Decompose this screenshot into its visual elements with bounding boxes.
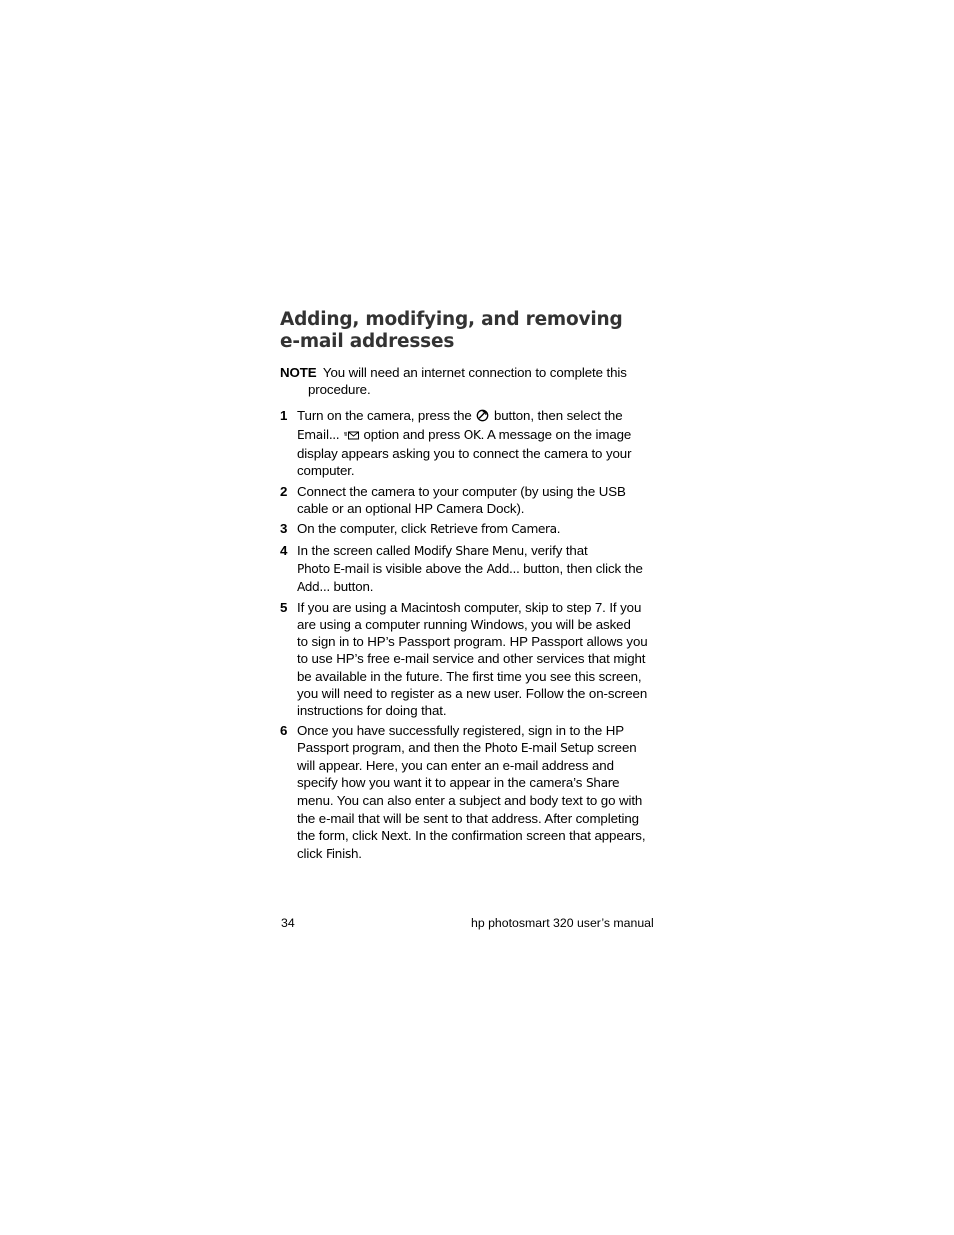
step-line: the e-mail that will be sent to that address. After completing (297, 810, 639, 826)
procedure-steps (280, 407, 650, 866)
step-line: Connect the camera to your computer (by using the USB (297, 483, 626, 499)
step-line (297, 520, 650, 538)
ui-term-retrieve-from-camera: Retrieve from Camera (429, 522, 557, 537)
step-line (297, 739, 650, 757)
step-6 (280, 722, 650, 863)
step-1 (280, 407, 650, 479)
step-text: , verify that (523, 542, 588, 558)
step-2 (280, 483, 650, 517)
step-line (297, 578, 650, 596)
step-text: . In the confirmation screen that appears, (407, 827, 646, 843)
ui-term-add: Add... (486, 561, 520, 576)
step-line: If you are using a Macintosh computer, skip to step 7. If you (297, 600, 642, 616)
step-4 (280, 542, 650, 596)
step-number: 1 (280, 408, 288, 423)
step-line: are using a computer running Windows, you will be asked (297, 617, 631, 633)
section-heading (280, 309, 660, 353)
ui-term-photo-email-setup: Photo E-mail Setup (484, 741, 594, 756)
step-line (297, 774, 650, 792)
step-line (297, 542, 650, 560)
step-text: . A message on the image (480, 427, 632, 443)
step-text: Turn on the camera, press the (297, 408, 472, 423)
step-line: to sign in to HP’s Passport program. HP Passport allows you (297, 634, 648, 650)
ui-term-add: Add... (297, 579, 330, 594)
note-first-line (280, 364, 646, 381)
step-line: Once you have successfully registered, sign in to the HP (297, 723, 624, 739)
ui-term-modify-share-menu: Modify Share Menu (413, 543, 524, 558)
step-text: button, then select the (493, 408, 623, 423)
step-text: specify how you want it to appear in the camera’s (297, 775, 583, 791)
step-text: click (297, 845, 323, 861)
step-line: you will need to register as a new user. Follow the on-screen (297, 685, 648, 701)
note-label: NOTE (280, 365, 317, 380)
step-number: 3 (280, 521, 288, 537)
step-number: 6 (280, 723, 288, 739)
step-line (297, 407, 650, 426)
page-number: 34 (281, 916, 295, 930)
step-5 (280, 599, 650, 719)
ui-term-next: Next (381, 828, 408, 843)
step-line: display appears asking you to connect the camera to your (297, 446, 632, 462)
ui-term-email: Email... (297, 428, 340, 443)
step-number: 2 (280, 483, 288, 499)
step-line: computer. (297, 463, 355, 479)
step-text: the form, click (297, 827, 378, 843)
step-text: button, then click the (523, 560, 643, 576)
step-text: screen (597, 740, 637, 756)
step-line: to use HP’s free e-mail service and other services that might (297, 651, 646, 667)
step-line (297, 845, 650, 863)
step-line (297, 426, 650, 445)
step-text: In the screen called (297, 542, 411, 558)
manual-title: hp photosmart 320 user’s manual (471, 916, 654, 930)
step-3 (280, 520, 650, 538)
note-block (280, 364, 646, 398)
step-line: menu. You can also enter a subject and body text to go with (297, 793, 643, 809)
ui-term-ok: OK (463, 428, 481, 443)
step-text: On the computer, click (297, 521, 427, 537)
step-text: option and press (363, 427, 461, 443)
note-text-1: You will need an internet connection to complete this (322, 365, 627, 380)
note-text-2: procedure. (308, 382, 371, 398)
step-text: Passport program, and then the (297, 740, 482, 756)
step-line: instructions for doing that. (297, 702, 447, 718)
step-line (297, 827, 650, 845)
step-text: . (556, 521, 561, 537)
share-icon (475, 409, 490, 426)
ui-term-share: Share (585, 776, 620, 791)
step-text: is visible above the (372, 560, 484, 576)
step-line (297, 560, 650, 578)
step-line: be available in the future. The first time you see this screen, (297, 668, 642, 684)
step-number: 5 (280, 600, 288, 616)
heading-line-1: Adding, modifying, and removing (280, 309, 623, 330)
ui-term-finish: Finish (325, 846, 359, 861)
step-text: . (358, 845, 362, 861)
heading-line-2: e-mail addresses (280, 331, 455, 352)
step-number: 4 (280, 542, 288, 558)
step-line: will appear. Here, you can enter an e-mail address and (297, 758, 614, 774)
email-icon (343, 428, 360, 445)
ui-term-photo-email: Photo E-mail (297, 561, 370, 576)
step-text: button. (333, 578, 374, 594)
step-line: cable or an optional HP Camera Dock). (297, 500, 525, 516)
